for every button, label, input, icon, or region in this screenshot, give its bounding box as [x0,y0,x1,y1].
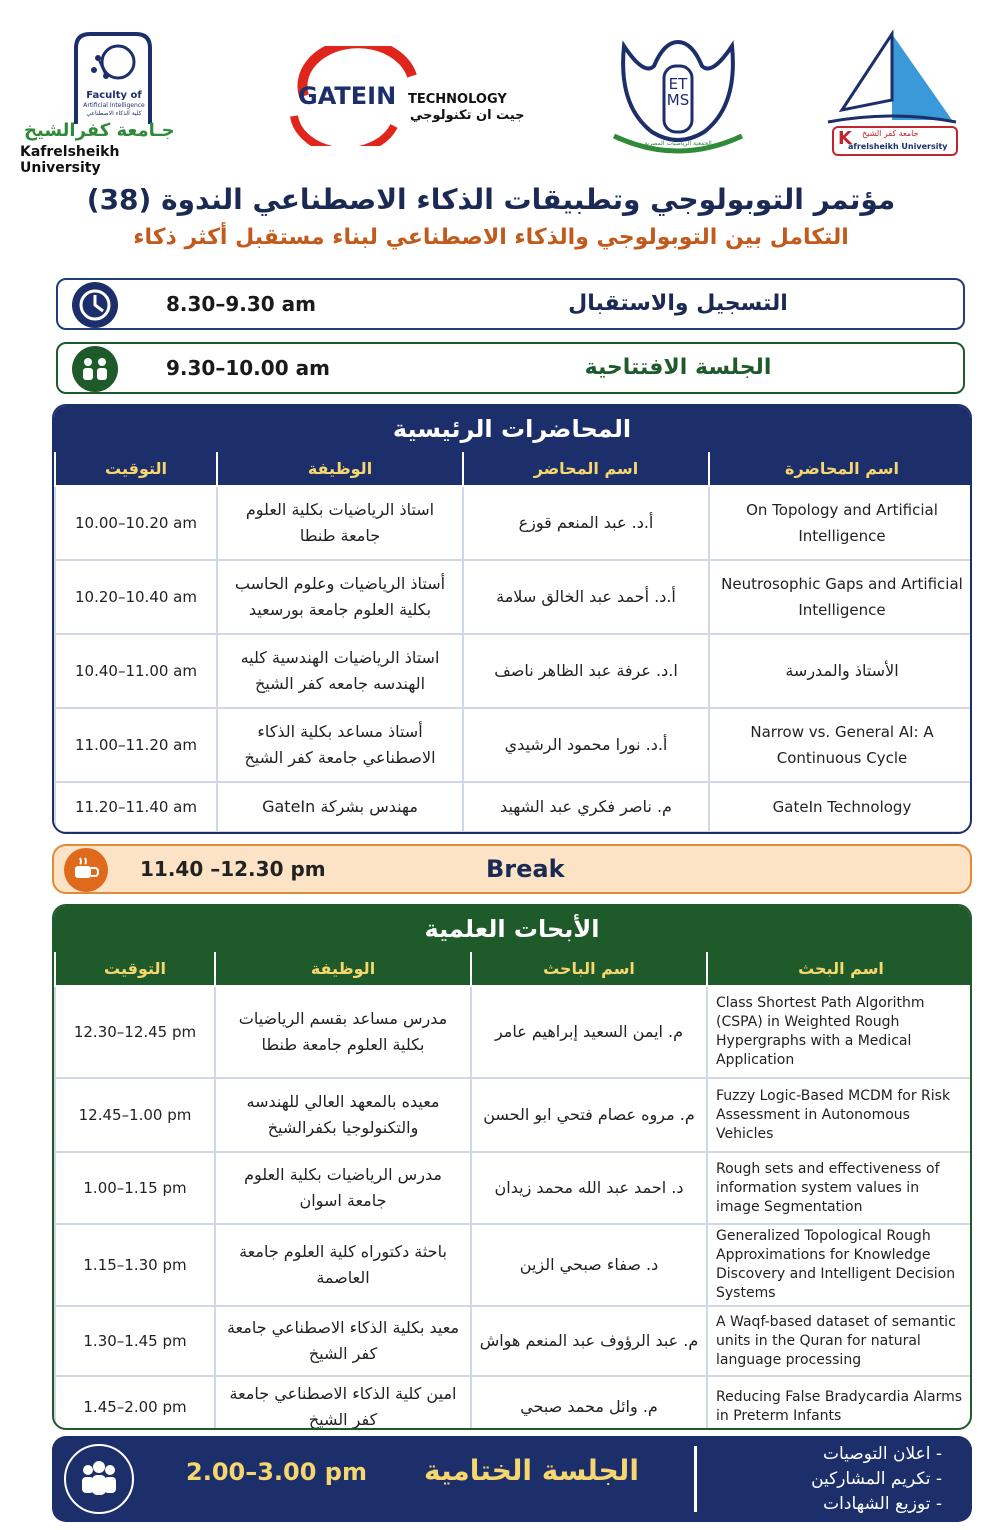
faculty-subname: Artificial Intelligence [83,102,145,109]
gatein-technology: TECHNOLOGY [408,92,507,107]
etms-arabic: الجمعية الرياضيات المصرية [644,140,712,147]
job-cell: أستاذ الرياضيات وعلوم الحاسب بكلية العلوم جامعة بورسعيد [217,560,463,634]
title-cell: Neutrosophic Gaps and Artificial Intelligence [709,560,972,634]
time-cell: 12.30–12.45 pm [55,986,215,1078]
coffee-cup-icon [64,848,108,892]
etms-logo [604,36,752,164]
break-label: Break [486,855,565,883]
opening-label: الجلسة الافتتاحية [584,355,772,380]
clock-icon [72,282,118,328]
opening-time: 9.30–10.00 am [166,356,330,380]
name-cell: م. وائل محمد صبحي [471,1376,707,1430]
research-table [54,952,972,1430]
title-cell: Rough sets and effectiveness of information system values in image Segmentation [707,1152,972,1224]
column-header: الوظيفة [215,952,471,986]
meeting-icon [72,346,118,392]
name-cell: م. ناصر فكري عبد الشهيد [463,782,709,832]
registration-row [56,278,965,330]
name-cell: أ.د. نورا محمود الرشيدي [463,708,709,782]
name-cell: أ.د. عبد المنعم قوزع [463,486,709,560]
time-cell: 11.20–11.40 am [55,782,217,832]
lectures-heading: المحاضرات الرئيسية [54,406,970,452]
time-cell: 11.00–11.20 am [55,708,217,782]
job-cell: مهندس بشركة GateIn [217,782,463,832]
list-item: - توزيع الشهادات [823,1494,942,1514]
table-row [55,708,972,782]
break-row [52,844,972,894]
title-cell: Class Shortest Path Algorithm (CSPA) in Weighted Rough Hypergraphs with a Medical Application [707,986,972,1078]
name-cell: م. ايمن السعيد إبراهيم عامر [471,986,707,1078]
name-cell: د. احمد عبد الله محمد زيدان [471,1152,707,1224]
research-heading: الأبحات العلمية [54,906,970,952]
column-header: الوظيفة [217,452,463,486]
job-cell: معيد بكلية الذكاء الاصطناعي جامعة كفر الشيخ [215,1306,471,1376]
name-cell: م. مروه عصام فتحي ابو الحسن [471,1078,707,1152]
job-cell: أستاذ مساعد بكلية الذكاء الاصطناعي جامعة كفر الشيخ [217,708,463,782]
job-cell: مدرس الرياضيات بكلية العلوم جامعة اسوان [215,1152,471,1224]
job-cell: باحثة دكتوراه كلية العلوم جامعة العاصمة [215,1224,471,1306]
logo-bar [0,0,982,175]
title-cell: A Waqf-based dataset of semantic units in the Quran for natural language processing [707,1306,972,1376]
gatein-arabic: جيت ان تكنولوجي [410,108,525,123]
name-cell: ا.د. عرفة عبد الظاهر ناصف [463,634,709,708]
job-cell: معيده بالمعهد العالي للهندسه والتكنولوجيا بكفرالشيخ [215,1078,471,1152]
page-title: مؤتمر التوبولوجي وتطبيقات الذكاء الاصطناعي الندوة (38) [86,183,896,216]
closing-time: 2.00–3.00 pm [186,1458,367,1486]
job-cell: مدرس مساعد بقسم الرياضيات بكلية العلوم جامعة طنطا [215,986,471,1078]
job-cell: امين كلية الذكاء الاصطناعي جامعة كفر الشيخ [215,1376,471,1430]
kfs-english-name: Kafrelsheikh University [20,144,120,176]
time-cell: 10.40–11.00 am [55,634,217,708]
opening-row [56,342,965,394]
column-header: التوقيت [55,452,217,486]
column-header: اسم البحث [707,952,972,986]
page-subtitle: التكامل بين التوبولوجي والذكاء الاصطناعي لبناء مستقبل أكثر ذكاء [133,225,849,250]
title-cell: Narrow vs. General AI: A Continuous Cycle [709,708,972,782]
kfs2-arabic: جامعة كفر الشيخ [862,129,919,138]
research-header-row [55,952,972,986]
registration-label: التسجيل والاستقبال [568,291,788,316]
time-cell: 10.00–10.20 am [55,486,217,560]
closing-items [811,1442,942,1517]
name-cell: م. عبد الرؤوف عبد المنعم هواش [471,1306,707,1376]
list-item: - تكريم المشاركين [811,1469,942,1489]
etms-letters: ETMS [666,75,690,109]
kfs2-english: afrelsheikh University [848,142,948,151]
table-row [55,560,972,634]
job-cell: استاذ الرياضيات بكلية العلوم جامعة طنطا [217,486,463,560]
title-cell: Fuzzy Logic-Based MCDM for Risk Assessment in Autonomous Vehicles [707,1078,972,1152]
kfs-k-initial: K [838,128,852,149]
gatein-wordmark: GATEIN [298,82,397,110]
table-row [55,1152,972,1224]
column-header: اسم المحاضرة [709,452,972,486]
time-cell: 1.00–1.15 pm [55,1152,215,1224]
name-cell: أ.د. أحمد عبد الخالق سلامة [463,560,709,634]
title-cell: Generalized Topological Rough Approximations for Knowledge Discovery and Intelligent Decision Systems [707,1224,972,1306]
table-row [55,1078,972,1152]
gatein-logo [284,46,534,156]
research-section [52,904,972,1430]
faculty-name: Faculty of [86,90,142,101]
time-cell: 1.45–2.00 pm [55,1376,215,1430]
break-time: 11.40 –12.30 pm [140,857,326,881]
column-header: التوقيت [55,952,215,986]
time-cell: 12.45–1.00 pm [55,1078,215,1152]
table-row [55,986,972,1078]
table-row [55,634,972,708]
audience-icon [64,1444,134,1514]
time-cell: 1.30–1.45 pm [55,1306,215,1376]
name-cell: د. صفاء صبحي الزين [471,1224,707,1306]
column-header: اسم الباحث [471,952,707,986]
kfs-arabic-name: جـامعة كفرالشيخ [24,120,175,141]
closing-row [52,1436,972,1522]
registration-time: 8.30–9.30 am [166,292,316,316]
faculty-arabic: كلية الذكاء الاصطناعي [86,110,142,117]
header-titles [0,180,982,256]
column-header: اسم المحاضر [463,452,709,486]
table-row [55,1376,972,1430]
closing-divider [694,1446,697,1512]
title-cell: GateIn Technology [709,782,972,832]
kfs-sail-logo [822,30,962,160]
table-row [55,782,972,832]
table-row [55,486,972,560]
title-cell: On Topology and Artificial Intelligence [709,486,972,560]
title-cell: Reducing False Bradycardia Alarms in Preterm Infants [707,1376,972,1430]
time-cell: 1.15–1.30 pm [55,1224,215,1306]
table-row [55,1224,972,1306]
lectures-section [52,404,972,834]
faculty-ai-logo [18,28,188,176]
lectures-table [54,452,972,833]
lectures-header-row [55,452,972,486]
closing-label: الجلسة الختامية [424,1454,639,1487]
job-cell: استاذ الرياضيات الهندسية كليه الهندسه جامعه كفر الشيخ [217,634,463,708]
time-cell: 10.20–10.40 am [55,560,217,634]
title-cell: الأستاذ والمدرسة [709,634,972,708]
list-item: - اعلان التوصيات [823,1444,942,1464]
table-row [55,1306,972,1376]
